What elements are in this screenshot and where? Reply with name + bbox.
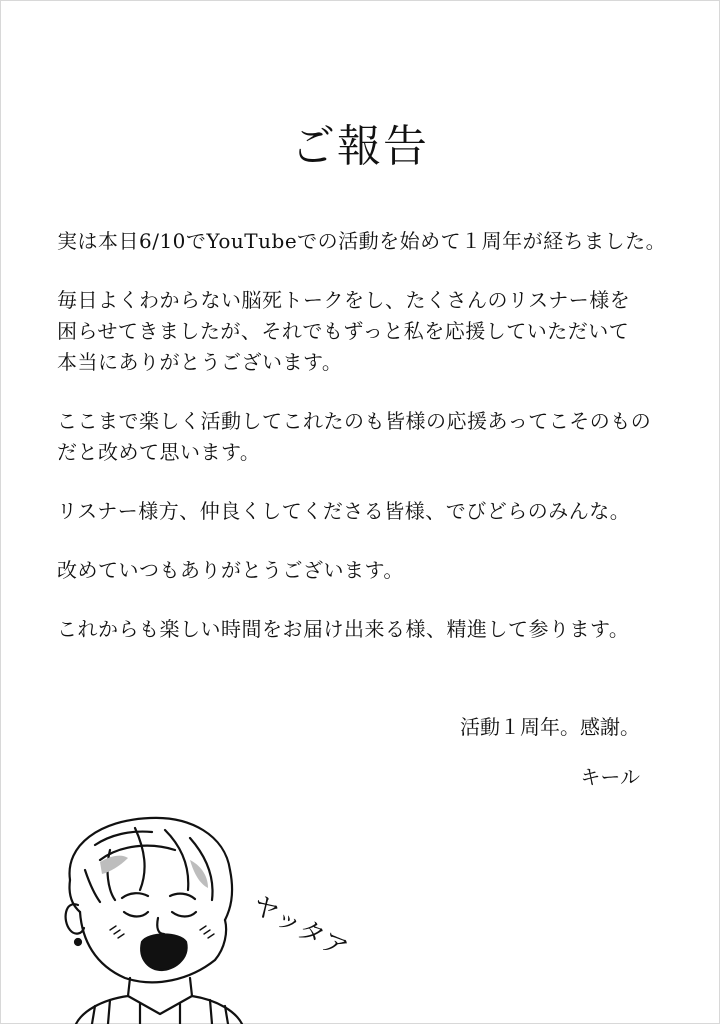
text-line: 本当にありがとうございます。 (57, 350, 343, 374)
svg-text:ヤッタア: ヤッタア (246, 889, 353, 966)
text-line: 改めていつもありがとうございます。 (57, 558, 404, 582)
cartoon-character-drawing (40, 800, 353, 1024)
text-line: だと改めて思います。 (57, 440, 261, 464)
letter-body (57, 226, 697, 673)
text-line: 困らせてきましたが、それでもずっと私を応援していただいて (57, 319, 630, 343)
paragraph (57, 496, 697, 527)
paragraph (57, 226, 697, 257)
page-title: ご報告 (291, 121, 429, 173)
text-line: これからも楽しい時間をお届け出来る様、精進して参ります。 (57, 617, 630, 641)
paragraph (57, 406, 697, 468)
closing-line: 活動１周年。感謝。 (460, 715, 640, 739)
sound-effect-lettering (247, 890, 353, 965)
text-line: ここまで楽しく活動してこれたのも皆様の応援あってこそのもの (57, 409, 652, 433)
paragraph (57, 285, 697, 378)
paragraph (57, 555, 697, 586)
paragraph (57, 614, 697, 645)
text-line: 毎日よくわからない脳死トークをし、たくさんのリスナー様を (57, 288, 631, 312)
text-line: 実は本日6/10でYouTubeでの活動を始めて１周年が経ちました。 (57, 229, 667, 253)
signature: キール (580, 765, 640, 789)
text-line: リスナー様方、仲良くしてくださる皆様、でびどらのみんな。 (57, 499, 631, 523)
